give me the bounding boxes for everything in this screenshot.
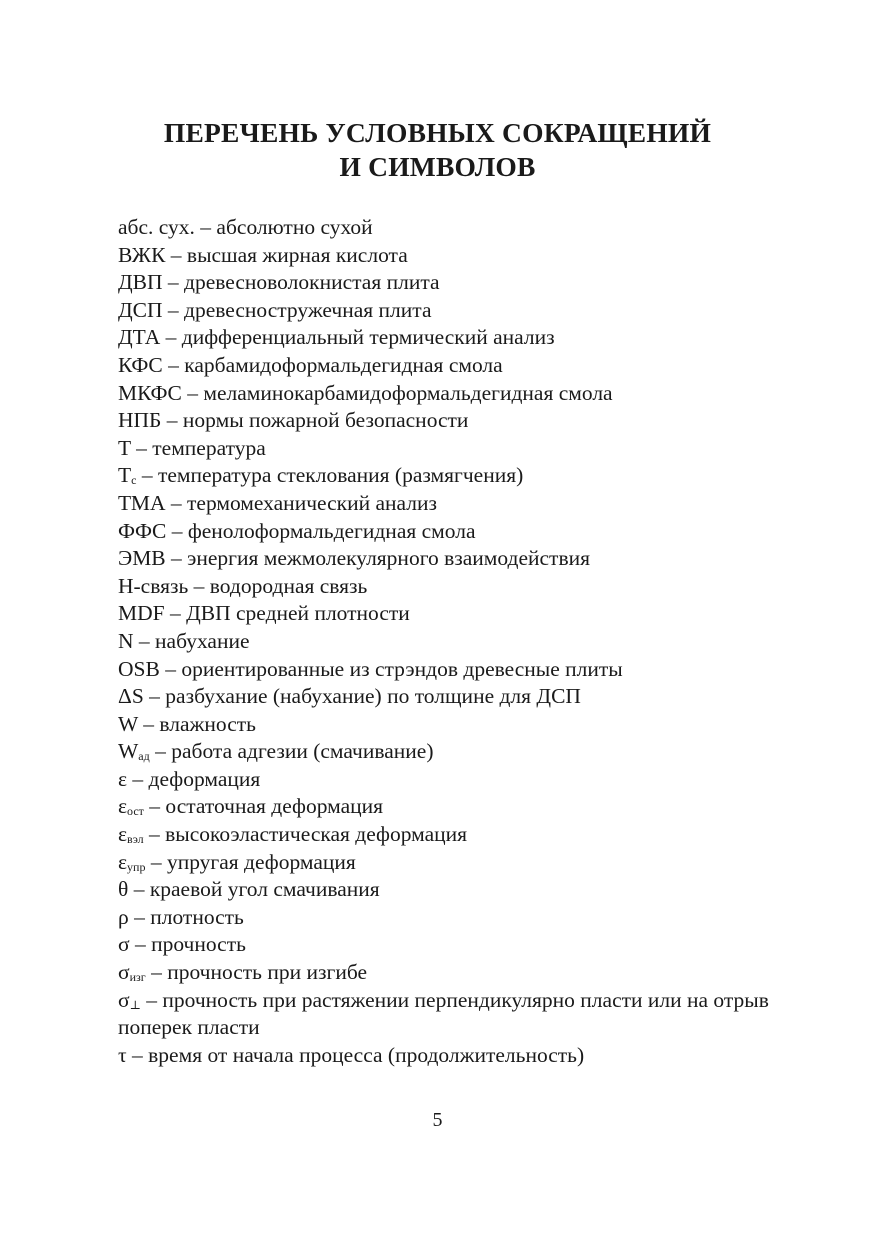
abbreviation-subscript: c (131, 473, 137, 488)
abbreviation-entry (118, 766, 778, 794)
abbreviation-term: ε (118, 822, 128, 847)
abbreviation-term: ε (118, 849, 128, 874)
abbreviation-separator: – (136, 463, 158, 488)
abbreviation-subscript: изг (129, 970, 146, 985)
abbreviation-term: НПБ (118, 408, 162, 433)
abbreviation-term: Н-связь (118, 573, 189, 598)
abbreviation-subscript: ⊥ (129, 997, 141, 1012)
abbreviation-entry (118, 683, 778, 711)
page-title (0, 116, 875, 184)
abbreviation-term: ε (118, 794, 128, 819)
abbreviation-term: τ (118, 1042, 127, 1067)
abbreviation-term: ФФС (118, 518, 167, 543)
abbreviation-term: MDF (118, 601, 165, 626)
abbreviation-term: σ (118, 932, 130, 957)
abbreviation-definition: остаточная деформация (165, 794, 384, 819)
abbreviation-definition: деформация (148, 766, 261, 791)
abbreviation-entry (118, 242, 778, 270)
abbreviation-term: T (118, 435, 131, 460)
abbreviation-separator: – (129, 932, 152, 957)
abbreviation-definition: прочность при растяжении перпендикулярно пласти или на отрыв поперек пласти (118, 987, 769, 1040)
page-number: 5 (432, 1109, 443, 1131)
abbreviation-entry (118, 738, 778, 766)
abbreviation-definition: ДВП средней плотности (186, 601, 410, 626)
abbreviation-definition: краевой угол смачивания (149, 877, 380, 902)
abbreviation-subscript: ад (138, 749, 150, 764)
abbreviation-term: КФС (118, 352, 163, 377)
abbreviation-term: МКФС (118, 380, 182, 405)
abbreviation-definition: абсолютно сухой (216, 215, 373, 239)
abbreviation-separator: – (149, 739, 172, 764)
abbreviation-entry (118, 214, 778, 242)
abbreviation-term: ε (118, 766, 128, 791)
abbreviation-separator: – (162, 270, 185, 295)
abbreviation-entry (118, 849, 778, 877)
abbreviation-subscript: вэл (127, 832, 144, 847)
abbreviation-separator: – (143, 822, 166, 847)
abbreviation-definition: нормы пожарной безопасности (182, 408, 469, 433)
abbreviation-separator: – (181, 380, 204, 405)
abbreviation-term: ЭМВ (118, 546, 166, 571)
abbreviation-separator: – (188, 573, 210, 598)
abbreviation-definition: прочность (151, 932, 246, 957)
abbreviation-separator: – (133, 628, 156, 653)
abbreviation-entry (118, 297, 778, 325)
abbreviation-term: абс. сух. (118, 215, 195, 239)
abbreviation-definition: прочность при изгибе (167, 960, 368, 985)
abbreviation-definition: набухание (155, 628, 250, 653)
abbreviation-definition: плотность (150, 904, 244, 929)
abbreviation-entry (118, 959, 778, 987)
abbreviation-separator: – (162, 297, 185, 322)
abbreviation-definition: высшая жирная кислота (186, 242, 408, 267)
abbreviation-separator: – (128, 877, 150, 902)
abbreviation-entry (118, 931, 778, 959)
abbreviation-entry (118, 987, 778, 1042)
abbreviation-entry (118, 821, 778, 849)
abbreviation-separator: – (143, 794, 166, 819)
abbreviation-definition: фенолоформальдегидная смола (187, 518, 476, 543)
abbreviation-separator: – (127, 766, 149, 791)
abbreviation-entry (118, 600, 778, 628)
abbreviation-separator: – (128, 904, 151, 929)
abbreviation-entry (118, 324, 778, 352)
abbreviation-entry (118, 490, 778, 518)
abbreviation-entry (118, 380, 778, 408)
abbreviation-term: N (118, 628, 134, 653)
abbreviation-definition: ориентированные из стрэндов древесные плиты (181, 656, 623, 681)
abbreviation-definition: древесноволокнистая плита (184, 270, 440, 295)
abbreviation-entry (118, 656, 778, 684)
abbreviation-entry (118, 876, 778, 904)
abbreviation-separator: – (145, 849, 167, 874)
abbreviation-definition: термомеханический анализ (187, 490, 437, 515)
abbreviations-list (118, 214, 778, 1069)
abbreviation-separator: – (164, 601, 187, 626)
abbreviation-definition: карбамидоформальдегидная смола (184, 352, 503, 377)
abbreviation-entry (118, 1042, 778, 1070)
abbreviation-term: OSB (118, 656, 160, 681)
abbreviation-term: σ (118, 960, 130, 985)
abbreviation-definition: влажность (159, 711, 256, 736)
abbreviation-separator: – (194, 215, 217, 239)
abbreviation-separator: – (143, 684, 166, 709)
abbreviation-entry (118, 518, 778, 546)
abbreviation-separator: – (160, 325, 182, 350)
abbreviation-term: ДВП (118, 270, 163, 295)
abbreviation-separator: – (161, 408, 183, 433)
abbreviation-term: ДСП (118, 297, 163, 322)
abbreviation-definition: разбухание (набухание) по толщине для ДСП (165, 684, 581, 709)
abbreviation-term: ТМА (118, 490, 166, 515)
abbreviation-definition: меламинокарбамидоформальдегидная смола (203, 380, 613, 405)
abbreviation-separator: – (159, 656, 182, 681)
abbreviation-entry (118, 711, 778, 739)
abbreviation-separator: – (162, 352, 185, 377)
abbreviation-separator: – (140, 987, 163, 1012)
abbreviation-separator: – (165, 490, 187, 515)
abbreviation-entry (118, 793, 778, 821)
abbreviation-definition: время от начала процесса (продолжительность) (148, 1042, 585, 1067)
abbreviation-definition: водородная связь (209, 573, 368, 598)
abbreviation-separator: – (165, 546, 188, 571)
abbreviation-term: ДТА (118, 325, 161, 350)
abbreviation-term: ΔS (118, 684, 144, 709)
abbreviation-entry (118, 545, 778, 573)
abbreviation-term: W (118, 739, 139, 764)
abbreviation-subscript: ост (127, 804, 144, 819)
abbreviation-separator: – (126, 1042, 149, 1067)
abbreviation-entry (118, 269, 778, 297)
abbreviation-entry (118, 904, 778, 932)
abbreviation-subscript: упр (127, 859, 146, 874)
page-title-line-1: ПЕРЕЧЕНЬ УСЛОВНЫХ СОКРАЩЕНИЙ (163, 117, 712, 148)
abbreviation-separator: – (130, 435, 153, 460)
abbreviation-separator: – (166, 518, 188, 543)
abbreviation-entry (118, 435, 778, 463)
abbreviation-separator: – (165, 242, 187, 267)
abbreviation-entry (118, 407, 778, 435)
abbreviation-term: θ (118, 877, 129, 902)
abbreviation-definition: энергия межмолекулярного взаимодействия (187, 546, 590, 571)
abbreviation-entry (118, 352, 778, 380)
abbreviation-term: ВЖК (118, 242, 166, 267)
abbreviation-entry (118, 628, 778, 656)
abbreviation-definition: высокоэластическая деформация (165, 822, 468, 847)
abbreviation-entry (118, 573, 778, 601)
abbreviation-definition: температура (152, 435, 266, 460)
abbreviation-definition: работа адгезии (смачивание) (171, 739, 434, 764)
abbreviation-term: T (118, 463, 132, 488)
abbreviation-separator: – (137, 711, 160, 736)
abbreviation-term: ρ (118, 904, 129, 929)
abbreviation-term: σ (118, 987, 130, 1012)
abbreviation-definition: древесностружечная плита (184, 297, 432, 322)
abbreviation-term: W (118, 711, 138, 736)
abbreviation-definition: температура стеклования (размягчения) (157, 463, 524, 488)
abbreviation-separator: – (145, 960, 168, 985)
page-title-line-2: И СИМВОЛОВ (339, 151, 536, 182)
abbreviation-definition: упругая деформация (166, 849, 356, 874)
abbreviation-entry (118, 462, 778, 490)
abbreviation-definition: дифференциальный термический анализ (181, 325, 555, 350)
